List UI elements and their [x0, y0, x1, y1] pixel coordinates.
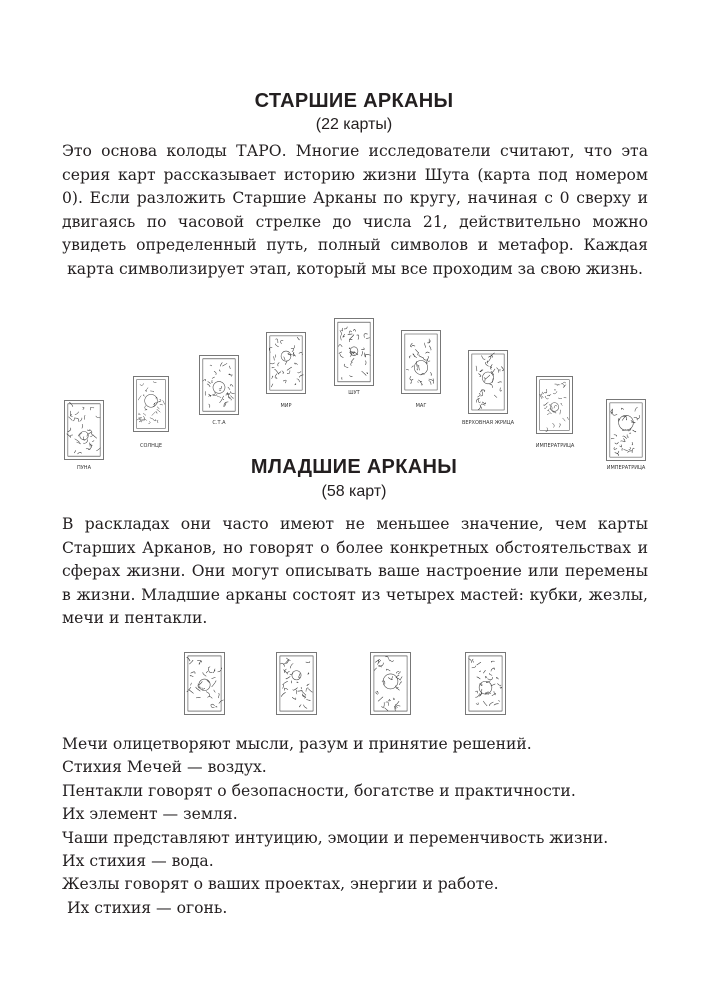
major-arcana-card — [536, 376, 573, 434]
elements-line: Их элемент — земля. — [62, 805, 238, 824]
minor-arcana-suit-card — [370, 652, 411, 715]
major-arcana-card — [64, 400, 104, 460]
major-arcana-title: СТАРШИЕ АРКАНЫ — [254, 90, 454, 112]
elements-line: Стихия Мечей — воздух. — [62, 758, 267, 777]
major-arcana-description: Это основа колоды ТАРО. Многие исследователи считают, что эта серия карт рассказывает историю жизни Шута (карта под номером 0). Если разложить Старшие Арканы по кругу, начиная с 0 сверху и двигаясь по часовой стрелке до числа 21, действительно можно увидеть определенный путь, полный символов и метафор. Каждая карта символизирует этап, который мы все проходим за свою жизнь. — [62, 142, 648, 278]
major-arcana-card-label: МАГ — [415, 403, 427, 409]
minor-arcana-count: (58 карт) — [321, 483, 387, 500]
major-arcana-card-label: СОЛНЦЕ — [140, 443, 162, 449]
major-arcana-card — [468, 350, 508, 414]
major-arcana-card-label: ИМПЕРАТРИЦА — [606, 465, 646, 471]
elements-line: Мечи олицетворяют мысли, разум и принятие решений. — [62, 735, 532, 753]
major-arcana-count: (22 карты) — [315, 116, 393, 133]
elements-line: Их стихия — вода. — [62, 852, 214, 871]
major-arcana-card — [606, 399, 646, 461]
major-arcana-card-label: ПУНА — [77, 465, 91, 471]
minor-arcana-suit-card — [276, 652, 317, 715]
elements-line: Их стихия — огонь. — [62, 898, 228, 917]
elements-line: Пентакли говорят о безопасности, богатстве и практичности. — [62, 781, 576, 800]
major-arcana-card-label: ВЕРХОВНАЯ ЖРИЦА — [461, 420, 515, 426]
elements-list — [62, 733, 608, 920]
major-arcana-card — [334, 318, 374, 386]
major-arcana-card-label: ИМПЕРАТРИЦА — [535, 443, 575, 449]
major-arcana-card — [199, 355, 239, 415]
minor-arcana-suit-card — [184, 652, 225, 715]
major-arcana-card — [266, 332, 306, 394]
minor-arcana-suit-card — [465, 652, 506, 715]
major-arcana-card-label: С.Т.А — [212, 420, 226, 426]
elements-line: Чаши представляют интуицию, эмоции и переменчивость жизни. — [62, 828, 609, 847]
major-arcana-card-label: МИР — [280, 403, 292, 409]
major-arcana-card — [401, 330, 441, 394]
major-arcana-card — [133, 376, 169, 432]
elements-line: Жезлы говорят о ваших проектах, энергии и работе. — [62, 875, 499, 894]
minor-arcana-title: МЛАДШИЕ АРКАНЫ — [250, 456, 458, 478]
minor-arcana-description: В раскладах они часто имеют не меньшее значение, чем карты Старших Арканов, но говорят о более конкретных обстоятельствах и сферах жизни. Они могут описывать ваше настроение или перемены в жизни. Младшие арканы состоят из четырех мастей: кубки, жезлы, мечи и пентакли. — [62, 515, 648, 627]
major-arcana-card-label: ШУТ — [348, 390, 360, 396]
